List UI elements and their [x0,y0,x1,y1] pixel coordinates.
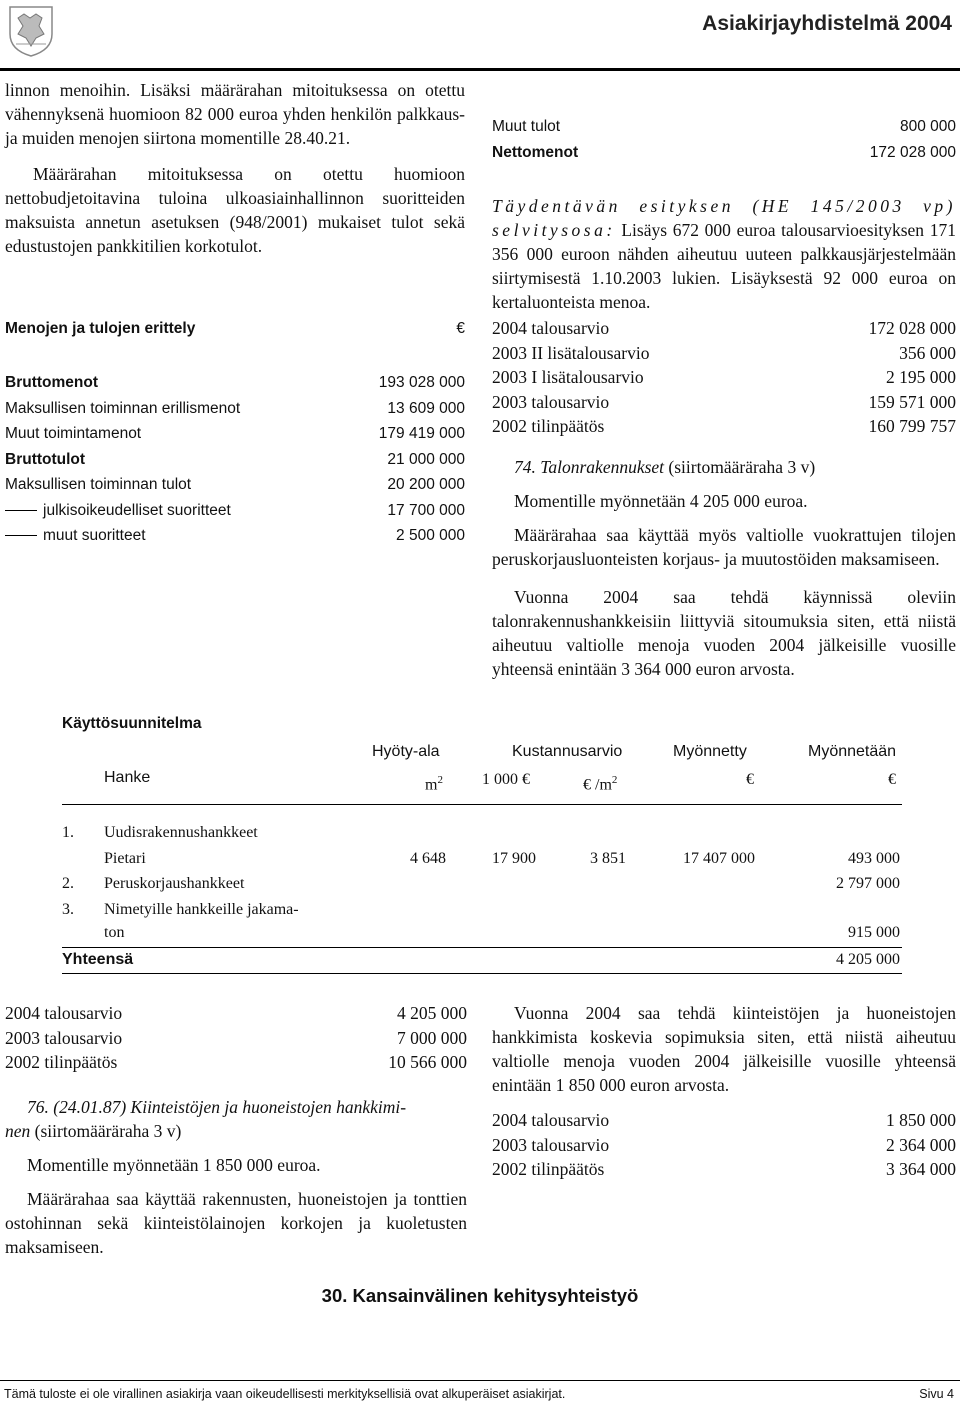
item74-grant: Momentille myönnetään 4 205 000 euroa. [514,491,808,511]
breakdown-value: 2 500 000 [396,527,465,544]
item76-paragraph: Määrärahaa saa käyttää rakennusten, huoneistojen ja tonttien ostohinnan sekä kiinteistölainojen korkojen ja kuoletusten maksamiseen. [5,1189,467,1257]
budget-right-value: 172 028 000 [868,318,956,338]
total-label: Yhteensä [62,951,134,968]
dash-marker [5,510,37,511]
breakdown-label-text: Muut toimintamenot [5,425,142,442]
col-header-to-grant: Myönnetään [808,743,897,760]
breakdown-label-text: Maksullisen toiminnan erillismenot [5,399,241,417]
budget-right-row [492,414,956,439]
budget-list-bottom-left [5,1001,467,1075]
row-pietari-per-m2: 3 851 [590,850,626,867]
budget-right-value: 159 571 000 [868,391,956,412]
hanke-label: Hanke [104,769,151,786]
row-1-name: Uudisrakennushankkeet [104,824,258,841]
budget-bottom-right-row [492,1108,956,1133]
breakdown-row [5,396,465,422]
row-2-number: 2. [62,875,74,892]
row-2-to-grant: 2 797 000 [836,875,900,892]
row-pietari-name: Pietari [104,850,146,867]
budget-bottom-right-label-text: 2002 tilinpäätös [492,1159,605,1179]
breakdown-label-text: julkisoikeudelliset suoritteet [43,501,231,519]
col-header-granted: Myönnetty [673,743,747,760]
unit-eur-to-grant: € [888,771,896,788]
footer-page-number: Sivu 4 [919,1387,954,1401]
supplement-text: Lisäys 672 000 euroa talousarvioesityksen 171 356 000 euroon nähden aiheutuu uuteen palkkausjärjestelmään siirtymisestä 1.10.2003 lukien. Lisäyksestä 92 000 euroa on kertaluonteista menoa. [492,220,957,312]
breakdown-label-text: Bruttotulot [5,450,86,468]
breakdown-label-text: Bruttomenot [5,374,98,391]
budget-right-label [492,390,609,415]
breakdown-value: 17 700 000 [387,501,465,519]
summary-label [492,114,560,140]
intro-paragraph: linnon menoihin. Lisäksi määrärahan mitoituksessa on otettu vähennyksenä huomioon 82 000 euroa yhden henkilön palkkaus- ja muiden menojen siirtona momentille 28.40.21. [5,80,465,148]
budget-right-row [492,341,956,366]
budget-bottom-left-row [5,1050,467,1075]
usage-plan-title: Käyttösuunnitelma [62,715,202,732]
summary-label-text: Muut tulot [492,118,561,135]
total-value: 4 205 000 [836,951,900,968]
breakdown-row [5,421,465,447]
row-2-name: Peruskorjaushankkeet [104,875,245,892]
budget-right-label-text: 2004 talousarvio [492,318,610,338]
budget-bottom-left-label [5,1026,122,1051]
budget-bottom-left-label-text: 2004 talousarvio [5,1003,123,1023]
budget-bottom-left-value: 7 000 000 [397,1027,467,1048]
budget-list-right [492,316,956,439]
budget-bottom-left-label-text: 2003 talousarvio [5,1027,123,1048]
footer-disclaimer: Tämä tuloste ei ole virallinen asiakirja vaan oikeudellisesti merkityksellisiä ovat alkuperäiset asiakirjat. [4,1387,566,1401]
item74-paragraph-2: Vuonna 2004 saa tehdä käynnissä oleviin talonrakennushankkeisiin liittyviä sitoumuksia siten, että niistä aiheutuu valtiolle menoja vuoden 2004 jälkeisille vuosille yhteensä enintään 3 364 000 euron arvosta. [492,587,956,679]
summary-value: 172 028 000 [869,144,956,161]
budget-bottom-right-row [492,1133,956,1158]
budget-bottom-right-label-text: 2004 talousarvio [492,1110,610,1130]
budget-right-label [492,341,649,366]
summary-value: 800 000 [899,118,956,135]
breakdown-value: 21 000 000 [387,450,465,468]
unit-per-m2: € $/m^2$ [583,774,618,794]
budget-bottom-left-label [5,1001,122,1026]
budget-bottom-left-row [5,1026,467,1051]
row-3-name-cont: ton [104,924,125,941]
unit-area: $m^2$ [425,774,443,794]
row-3-number: 3. [62,901,74,918]
breakdown-value: 20 200 000 [387,476,465,493]
breakdown-title: Menojen ja tulojen erittely [5,320,196,337]
budget-bottom-right-value: 2 364 000 [886,1134,956,1155]
row-pietari-to-grant: 493 000 [848,850,900,867]
breakdown-row [5,523,465,549]
breakdown-label [5,498,231,524]
budget-bottom-right-label-text: 2003 talousarvio [492,1134,610,1155]
breakdown-label-text: Maksullisen toiminnan tulot [5,476,192,493]
coat-of-arms-logo [6,4,56,58]
breakdown-label [5,447,85,473]
breakdown-row [5,447,465,473]
budget-right-row [492,365,956,390]
row-3-name: Nimetyille hankkeille jakama- [104,901,299,918]
budget-right-value: 356 000 [899,342,956,363]
item76-heading-type: (siirtomääräraha 3 v) [34,1121,182,1141]
budget-right-label [492,316,609,341]
breakdown-row [5,370,465,396]
item74-heading-type: (siirtomääräraha 3 v) [668,457,816,477]
second-paragraph: Määrärahan mitoituksessa on otettu huomioon nettobudjetoitavina tuloina ulkoasiainhallinnon suoritteiden maksuista annetun asetuksen (948/2001) mukaiset tulot sekä edustustojen pankkitilien korkotulot. [5,164,465,256]
budget-right-row [492,316,956,341]
footer-rule [0,1380,960,1381]
budget-right-label-text: 2003 talousarvio [492,391,610,412]
breakdown-heading [5,317,465,341]
budget-bottom-left-label [5,1050,117,1075]
row-pietari-cost: 17 900 [492,850,536,867]
budget-bottom-right-label [492,1157,604,1182]
breakdown-value: 13 609 000 [387,399,465,417]
item76-heading-title-cont: nen [5,1121,31,1141]
document-title: Asiakirjayhdistelmä 2004 [702,12,952,35]
budget-bottom-left-value: 4 205 000 [397,1003,467,1023]
dash-marker [5,535,37,536]
breakdown-label-text: muut suoritteet [43,527,146,544]
budget-right-label-text: 2003 I lisätalousarvio [492,367,644,387]
header-rule [0,68,960,71]
col-header-area: Hyöty-ala [372,743,440,760]
summary-label [492,140,578,166]
row-pietari-area: 4 648 [410,850,446,867]
unit-eur-granted: € [746,771,754,788]
item76-grant: Momentille myönnetään 1 850 000 euroa. [27,1155,321,1175]
summary-row [492,140,956,166]
breakdown-row [5,498,465,524]
breakdown-value: 193 028 000 [378,374,465,391]
budget-bottom-left-label-text: 2002 tilinpäätös [5,1052,118,1072]
item74-heading [492,455,956,479]
bottom-right-paragraph: Vuonna 2004 saa tehdä kiinteistöjen ja huoneistojen hankkimista koskevia sopimuksia siten, että niistä aiheutuu valtiolle menoja vuoden 2004 jälkeisille vuosille yhteensä enintään 1 850 000 euron arvosta. [492,1003,956,1095]
budget-right-label-text: 2003 II lisätalousarvio [492,342,650,363]
summary-row [492,114,956,140]
item76-heading-title: 76. (24.01.87) Kiinteistöjen ja huoneistojen hankkimi- [27,1097,407,1117]
item74-paragraph-1: Määrärahaa saa käyttää myös valtiolle vuokrattujen tilojen peruskorjausluonteisten korjaus- ja muutostöiden maksamiseen. [492,525,956,569]
supplement-heading: Täydentävän esityksen (HE 145/2003 vp) selvitysosa: [492,196,956,240]
unit-cost: 1 000 € [482,771,530,788]
budget-right-label-text: 2002 tilinpäätös [492,416,605,436]
breakdown-label [5,370,98,396]
budget-bottom-left-value: 10 566 000 [388,1052,467,1072]
budget-right-value: 2 195 000 [886,367,956,387]
breakdown-value: 179 419 000 [378,425,465,442]
budget-bottom-right-label [492,1133,609,1158]
breakdown-label [5,472,191,498]
breakdown-label [5,523,146,549]
budget-bottom-right-value: 3 364 000 [886,1159,956,1179]
summary-list [492,114,956,166]
budget-right-value: 160 799 757 [868,416,956,436]
budget-bottom-left-row [5,1001,467,1026]
breakdown-row [5,472,465,498]
row-3-to-grant: 915 000 [848,924,900,941]
table-header-divider [62,804,902,805]
table-total-divider [62,947,902,948]
item74-heading-number: 74. Talonrakennukset [514,457,665,477]
item76-heading [5,1095,467,1143]
row-pietari-granted: 17 407 000 [683,850,755,867]
row-1-number: 1. [62,824,74,841]
col-header-cost: Kustannusarvio [512,743,623,760]
budget-right-label [492,365,644,390]
budget-bottom-right-value: 1 850 000 [886,1110,956,1130]
breakdown-list [5,370,465,549]
currency-symbol: € [456,320,465,337]
budget-right-row [492,390,956,415]
supplement-paragraph [492,194,956,314]
breakdown-label [5,421,141,447]
section-heading: 30. Kansainvälinen kehitysyhteistyö [321,1285,639,1306]
breakdown-label [5,396,240,422]
budget-bottom-right-row [492,1157,956,1182]
table-bottom-divider [62,973,902,974]
budget-list-bottom-right [492,1108,956,1182]
budget-right-label [492,414,604,439]
summary-label-text: Nettomenot [492,144,579,161]
budget-bottom-right-label [492,1108,609,1133]
